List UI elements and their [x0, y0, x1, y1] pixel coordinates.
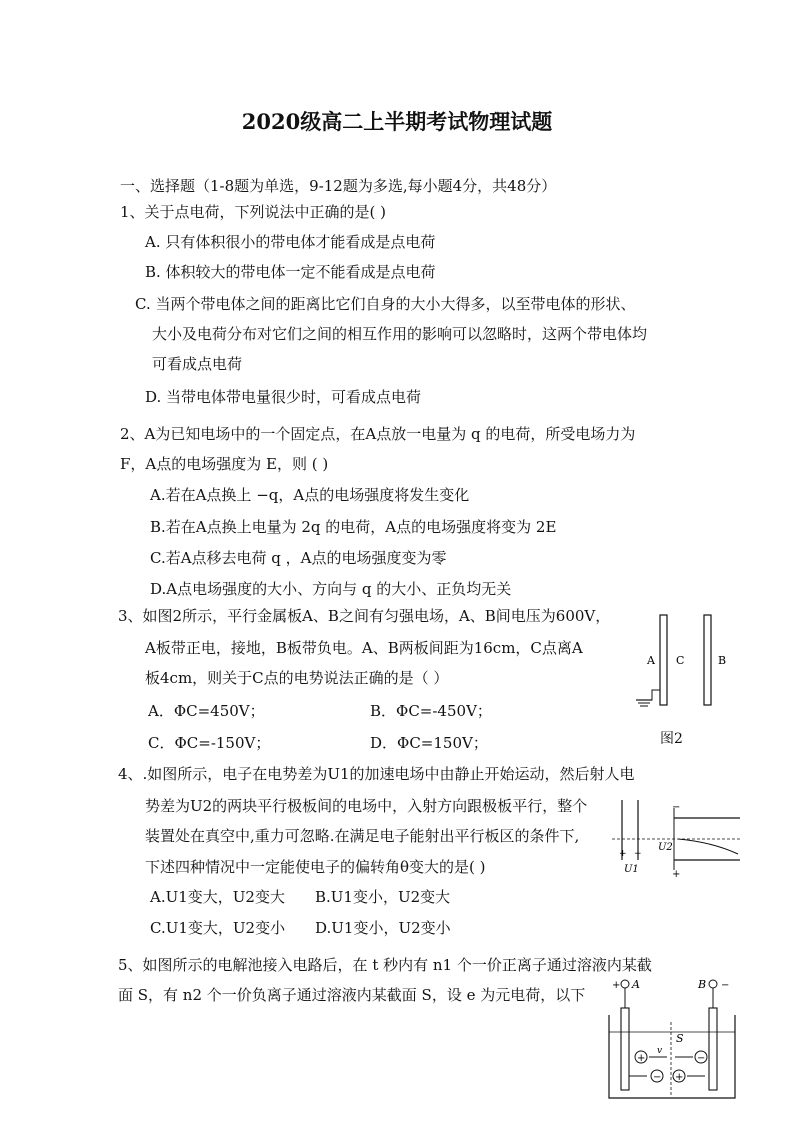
- fig5-plus-a: +: [612, 980, 621, 991]
- fig2-label-b: B: [718, 654, 727, 667]
- fig4-plus-left: +: [619, 849, 627, 859]
- figure-2-caption: 图2: [660, 731, 683, 747]
- q4-option-b: B.U1变小，U2变大: [315, 888, 451, 906]
- figure-2-plates: [630, 612, 740, 722]
- q3-option-b: B．ΦC=-450V；: [370, 702, 492, 720]
- fig2-label-a: A: [647, 654, 655, 667]
- terminal-a: [621, 980, 629, 988]
- page-title: 2020级高二上半期考试物理试题: [241, 109, 553, 134]
- electrode-a: [621, 1008, 629, 1090]
- q5-stem-line1: 5、如图所示的电解池接入电路后，在 t 秒内有 n1 个一价正离子通过溶液内某截: [118, 956, 652, 974]
- terminal-b: [709, 980, 717, 988]
- q1-option-d: D. 当带电体带电量很少时，可看成点电荷: [145, 388, 422, 406]
- fig4-minus-right: −: [634, 849, 642, 859]
- fig4-minus-top: −: [672, 802, 681, 813]
- plate-a: [660, 615, 667, 705]
- q2-option-c: C.若A点移去电荷 q ，A点的电场强度变为零: [150, 549, 447, 567]
- q1-option-c-line1: C. 当两个带电体之间的距离比它们自身的大小大得多，以至带电体的形状、: [135, 295, 636, 313]
- q3-option-c: C．ΦC=-150V；: [148, 734, 271, 752]
- fig5-velocity: v: [657, 1046, 663, 1056]
- fig4-u1-label: U1: [624, 864, 639, 875]
- q4-stem-line4: 下述四种情况中一定能使电子的偏转角θ变大的是( ): [145, 858, 486, 876]
- q2-stem-line2: F，A点的电场强度为 E，则 ( ): [120, 455, 329, 473]
- q3-stem-line3: 板4cm，则关于C点的电势说法正确的是（ ）: [145, 669, 449, 687]
- fig4-plus-bottom: +: [672, 869, 681, 880]
- q1-option-c-line3: 可看成点电荷: [152, 355, 243, 373]
- q3-stem-line1: 3、如图2所示，平行金属板A、B之间有匀强电场，A、B间电压为600V，: [118, 607, 611, 625]
- q4-stem-line3: 装置处在真空中,重力可忽略.在满足电子能射出平行板区的条件下,: [145, 827, 580, 845]
- q2-option-b: B.若在A点换上电量为 2q 的电荷，A点的电场强度将变为 2E: [150, 518, 557, 536]
- electrode-b: [709, 1008, 717, 1090]
- fig5-label-b: B: [698, 978, 707, 991]
- figure-q4-deflection: [612, 798, 744, 878]
- q2-option-d: D.A点电场强度的大小、方向与 q 的大小、正负均无关: [150, 580, 512, 598]
- plate-b: [704, 615, 711, 705]
- figure-q5-electrolytic-cell: [605, 970, 740, 1120]
- section-heading: 一、选择题（1-8题为单选，9-12题为多选,每小题4分，共48分）: [120, 177, 557, 195]
- q2-option-a: A.若在A点换上 −q，A点的电场强度将发生变化: [150, 486, 470, 504]
- q3-option-d: D．ΦC=150V；: [370, 734, 488, 752]
- svg-text:−: −: [653, 1072, 662, 1083]
- q4-option-a: A.U1变大，U2变大: [150, 888, 285, 906]
- q1-option-b: B. 体积较大的带电体一定不能看成是点电荷: [145, 263, 436, 281]
- q3-option-a: A．ΦC=450V；: [148, 702, 265, 720]
- fig5-minus-b: −: [721, 980, 730, 991]
- fig5-label-s: S: [676, 1032, 684, 1045]
- svg-text:−: −: [697, 1053, 706, 1064]
- q1-option-a: A. 只有体积很小的带电体才能看成是点电荷: [145, 233, 436, 251]
- q5-stem-line2: 面 S，有 n2 个一价负离子通过溶液内某截面 S，设 e 为元电荷，以下: [118, 986, 586, 1004]
- fig2-label-c: C: [676, 654, 685, 667]
- q4-option-d: D.U1变小，U2变小: [315, 919, 451, 937]
- q2-stem-line1: 2、A为已知电场中的一个固定点，在A点放一电量为 q 的电荷，所受电场力为: [120, 425, 636, 443]
- q3-stem-line2: A板带正电，接地，B板带负电。A、B两板间距为16cm，C点离A: [145, 639, 583, 657]
- electron-path: [678, 839, 738, 854]
- q4-stem-line2: 势差为U2的两块平行极板间的电场中，入射方向跟极板平行，整个: [145, 797, 588, 815]
- fig4-u2-label: U2: [658, 842, 673, 853]
- q1-option-c-line2: 大小及电荷分布对它们之间的相互作用的影响可以忽略时，这两个带电体均: [152, 325, 648, 343]
- svg-text:+: +: [637, 1053, 646, 1064]
- fig5-label-a: A: [632, 978, 640, 991]
- q4-option-c: C.U1变大，U2变小: [150, 919, 286, 937]
- q1-stem: 1、关于点电荷，下列说法中正确的是( ): [120, 203, 387, 221]
- svg-text:+: +: [675, 1072, 684, 1083]
- q4-stem-line1: 4、.如图所示，电子在电势差为U1的加速电场中由静止开始运动，然后射人电: [118, 765, 635, 783]
- ground-wire: [644, 690, 660, 700]
